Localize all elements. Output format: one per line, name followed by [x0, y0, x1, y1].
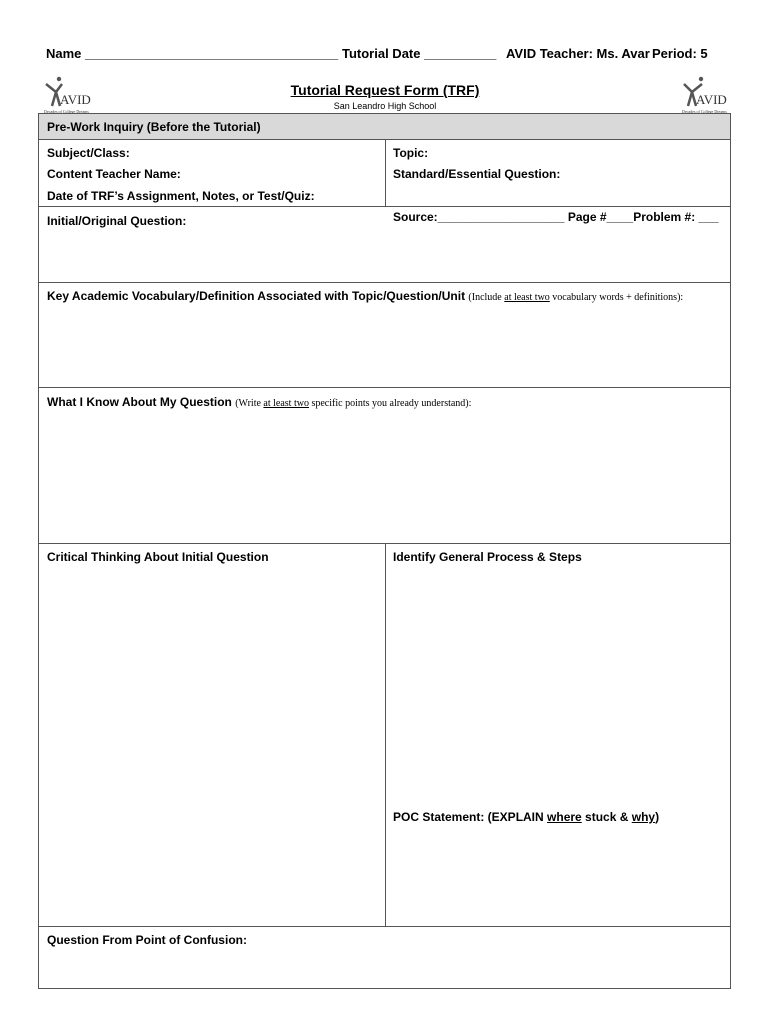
process-steps-heading[interactable]: Identify General Process & Steps	[393, 550, 582, 564]
poc-mid: stuck &	[581, 810, 632, 824]
vocab-heading[interactable]	[47, 289, 683, 303]
know-heading[interactable]	[47, 395, 471, 409]
prework-heading: Pre-Work Inquiry (Before the Tutorial)	[47, 120, 261, 134]
know-heading-text: What I Know About My Question	[47, 395, 232, 409]
trf-date-label[interactable]: Date of TRF’s Assignment, Notes, or Test/Quiz:	[47, 189, 315, 203]
critical-divider	[385, 543, 386, 926]
know-note-underlined: at least two	[263, 398, 309, 409]
topic-label[interactable]: Topic:	[393, 146, 429, 160]
row-divider	[39, 387, 730, 388]
critical-thinking-heading[interactable]: Critical Thinking About Initial Question	[47, 550, 269, 564]
vocab-note-underlined: at least two	[504, 292, 550, 303]
content-teacher-label[interactable]: Content Teacher Name:	[47, 167, 181, 181]
name-field-label[interactable]: Name ___________________________________	[46, 46, 339, 61]
svg-text:Decades of College Dreams: Decades of College Dreams	[682, 109, 727, 114]
vocab-note-post: vocabulary words + definitions):	[549, 292, 684, 303]
prework-divider	[385, 140, 386, 206]
know-note-post: specific points you already understand):	[308, 398, 472, 409]
row-divider	[39, 926, 730, 927]
know-note-pre: (Write	[235, 398, 264, 409]
row-divider	[39, 206, 730, 207]
subject-class-label[interactable]: Subject/Class:	[47, 146, 130, 160]
confusion-question-heading[interactable]: Question From Point of Confusion:	[47, 933, 247, 947]
svg-text:AVID: AVID	[60, 92, 91, 107]
avid-teacher-label: AVID Teacher: Ms. Avar	[506, 46, 650, 61]
school-name: San Leandro High School	[333, 101, 437, 111]
standard-question-label[interactable]: Standard/Essential Question:	[393, 167, 561, 181]
form-title: Tutorial Request Form (TRF)	[290, 82, 480, 98]
source-label[interactable]: Source:___________________ Page #____Problem #: ___	[393, 210, 719, 224]
vocab-heading-text: Key Academic Vocabulary/Definition Associated with Topic/Question/Unit	[47, 289, 466, 303]
poc-pre: POC Statement: (EXPLAIN	[393, 810, 548, 824]
initial-question-label[interactable]: Initial/Original Question:	[47, 214, 187, 228]
header-line	[46, 46, 746, 66]
svg-text:Decades of College Dreams: Decades of College Dreams	[44, 109, 89, 114]
poc-where: where	[547, 810, 582, 824]
svg-text:AVID: AVID	[696, 92, 727, 107]
poc-post: )	[655, 810, 660, 824]
poc-statement-label[interactable]	[393, 810, 659, 824]
tutorial-date-label[interactable]: Tutorial Date __________	[342, 46, 497, 61]
period-label: Period: 5	[652, 46, 708, 61]
row-divider	[39, 282, 730, 283]
trf-form	[38, 113, 731, 989]
vocab-note-pre: (Include	[468, 292, 505, 303]
poc-why: why	[631, 810, 656, 824]
